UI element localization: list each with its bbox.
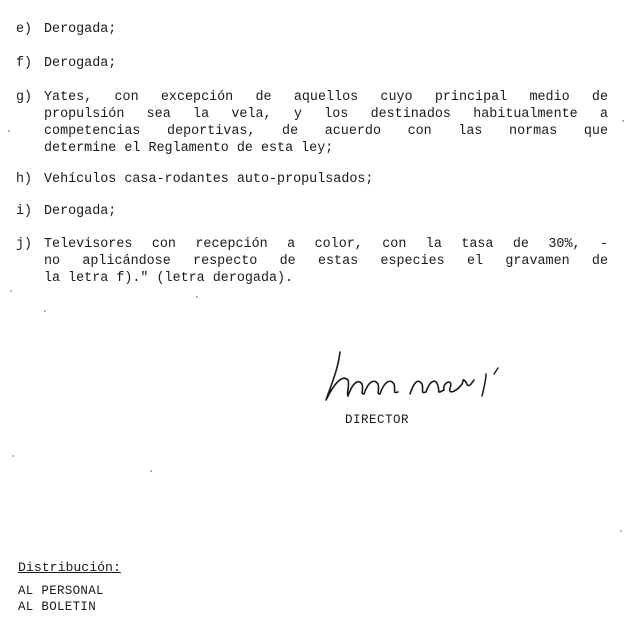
clause-text-line: la letra f)." (letra derogada). <box>44 271 294 286</box>
clause-f <box>16 55 608 72</box>
clause-e <box>16 21 608 38</box>
clause-g <box>16 89 608 157</box>
clause-text: Vehículos casa-rodantes auto-propulsados; <box>44 172 374 187</box>
scan-speck <box>10 290 12 292</box>
clause-marker: e) <box>16 22 33 37</box>
clause-marker: f) <box>16 56 33 71</box>
clause-text-line: no aplicándose respecto de estas especies el gravamen de <box>44 254 608 269</box>
distribution-recipient: AL BOLETIN <box>18 600 97 614</box>
scan-speck <box>150 470 152 472</box>
scan-speck <box>12 455 14 457</box>
clause-text-line: determine el Reglamento de esta ley; <box>44 141 334 156</box>
clause-text-line: competencias deportivas, de acuerdo con las normas que <box>44 124 608 139</box>
scan-speck <box>622 120 624 122</box>
scan-speck <box>196 296 198 298</box>
clause-text: Derogada; <box>44 204 117 219</box>
clause-marker: j) <box>16 237 33 252</box>
clause-i <box>16 203 608 220</box>
signatory-role: DIRECTOR <box>345 413 410 427</box>
distribution-recipient: AL PERSONAL <box>18 584 104 598</box>
scan-speck <box>8 130 10 132</box>
clause-marker: i) <box>16 204 33 219</box>
scan-speck <box>620 530 622 532</box>
clause-h <box>16 171 608 188</box>
clause-text-line: Televisores con recepción a color, con la tasa de 30%, - <box>44 237 608 252</box>
scan-speck <box>44 310 46 312</box>
clause-text: Derogada; <box>44 22 117 37</box>
distribution-title: Distribución: <box>18 560 121 575</box>
clause-marker: g) <box>16 90 33 105</box>
clause-marker: h) <box>16 172 33 187</box>
clause-text-line: propulsión sea la vela, y los destinados habitualmente a <box>44 107 608 122</box>
clause-text: Derogada; <box>44 56 117 71</box>
handwritten-signature <box>318 340 528 410</box>
clause-j <box>16 236 608 287</box>
clause-text-line: Yates, con excepción de aquellos cuyo principal medio de <box>44 90 608 105</box>
